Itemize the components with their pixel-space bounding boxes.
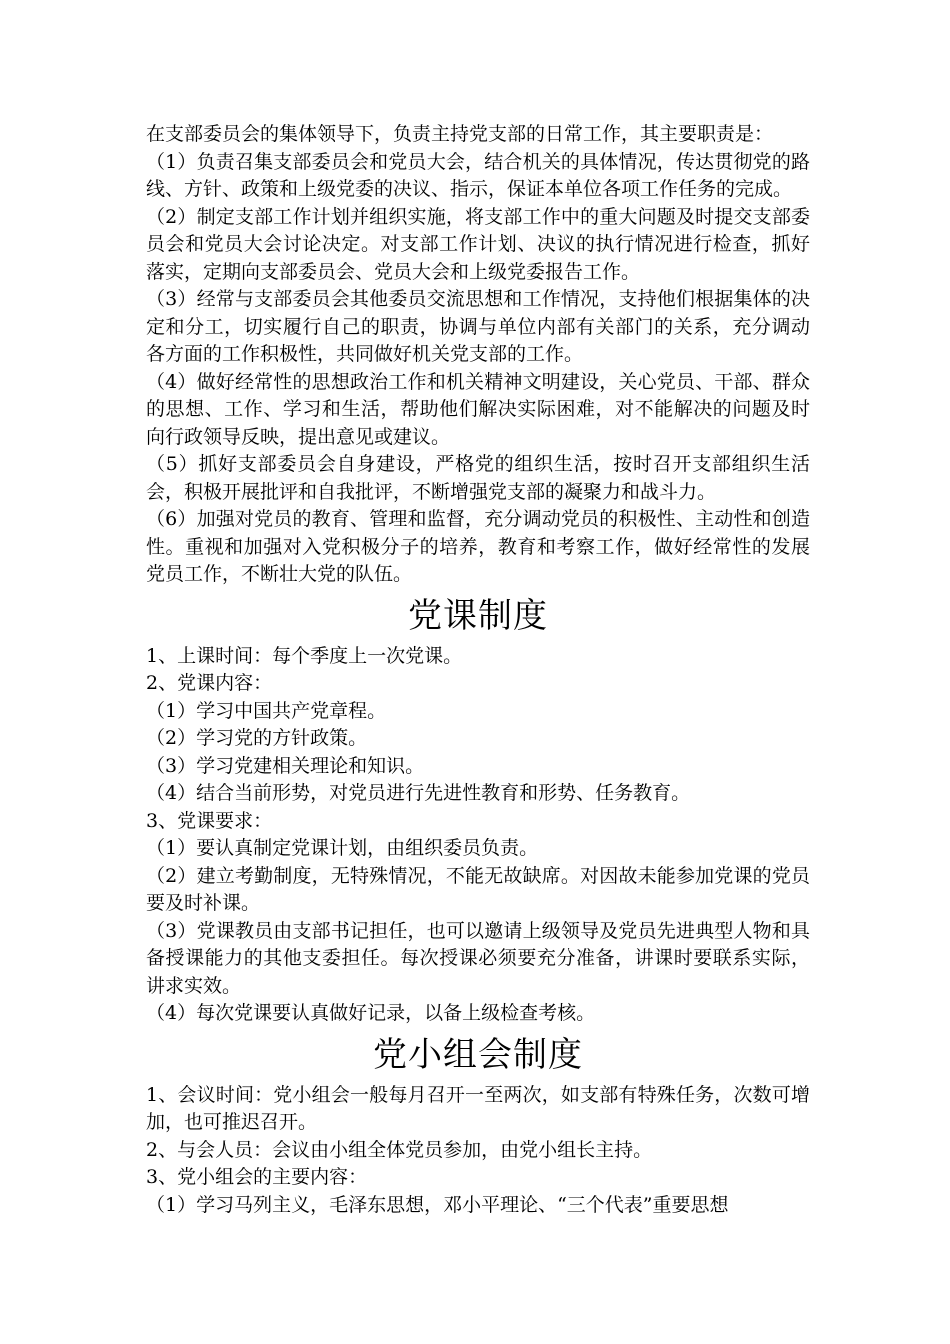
- paragraph: （1）要认真制定党课计划，由组织委员负责。: [146, 837, 539, 859]
- paragraph: 2、与会人员：会议由小组全体党员参加，由党小组长主持。: [146, 1138, 653, 1161]
- paragraph: （1）负责召集支部委员会和党员大会，结合机关的具体情况，传达贯彻党的路线、方针、政策和上级党委的决议、指示，保证本单位各项工作任务的完成。: [146, 150, 810, 200]
- paragraph: 1、上课时间：每个季度上一次党课。: [146, 644, 463, 667]
- section-secretary-duties: [146, 121, 810, 589]
- paragraph: （3）党课教员由支部书记担任，也可以邀请上级领导及党员先进典型人物和具备授课能力的其他支委担任。每次授课必须要充分准备，讲课时要联系实际，讲求实效。: [146, 919, 810, 997]
- paragraph: （3）经常与支部委员会其他委员交流思想和工作情况，支持他们根据集体的决定和分工，切实履行自己的职责，协调与单位内部有关部门的关系，充分调动各方面的工作积极性，共同做好机关党支部的工作。: [146, 288, 810, 365]
- section-party-group-meeting: [146, 1082, 810, 1220]
- paragraph: 3、党小组会的主要内容：: [146, 1166, 368, 1188]
- paragraph: （3）学习党建相关理论和知识。: [146, 754, 425, 777]
- paragraph: （4）每次党课要认真做好记录，以备上级检查考核。: [146, 1002, 596, 1024]
- paragraph: 2、党课内容：: [146, 672, 273, 694]
- section-heading-party-group-meeting: 党小组会制度: [373, 1034, 583, 1075]
- paragraph: （2）建立考勤制度，无特殊情况，不能无故缺席。对因故未能参加党课的党员要及时补课。: [146, 864, 810, 914]
- section-party-lecture: [146, 643, 810, 1028]
- paragraph: （1）学习马列主义，毛泽东思想，邓小平理论、“三个代表”重要思想: [146, 1193, 729, 1216]
- paragraph: （2）学习党的方针政策。: [146, 727, 368, 749]
- paragraph: （2）制定支部工作计划并组织实施，将支部工作中的重大问题及时提交支部委员会和党员大会讨论决定。对支部工作计划、决议的执行情况进行检查，抓好落实，定期向支部委员会、党员大会和上级党委报告工作。: [146, 205, 810, 283]
- paragraph: （4）做好经常性的思想政治工作和机关精神文明建设，关心党员、干部、群众的思想、工作、学习和生活，帮助他们解决实际困难，对不能解决的问题及时向行政领导反映，提出意见或建议。: [146, 370, 810, 448]
- paragraph: （6）加强对党员的教育、管理和监督，充分调动党员的积极性、主动性和创造性。重视和加强对入党积极分子的培养，教育和考察工作，做好经常性的发展党员工作，不断壮大党的队伍。: [146, 508, 810, 585]
- paragraph: 3、党课要求：: [146, 809, 273, 832]
- paragraph: （5）抓好支部委员会自身建设，严格党的组织生活，按时召开支部组织生活会，积极开展批评和自我批评，不断增强党支部的凝聚力和战斗力。: [146, 453, 810, 503]
- section-heading-party-lecture: 党课制度: [408, 595, 548, 636]
- document-page: [146, 121, 810, 1219]
- paragraph: （4）结合当前形势，对党员进行先进性教育和形势、任务教育。: [146, 782, 691, 804]
- paragraph: （1）学习中国共产党章程。: [146, 699, 387, 722]
- paragraph: 1、会议时间：党小组会一般每月召开一至两次，如支部有特殊任务，次数可增加，也可推迟召开。: [146, 1083, 810, 1133]
- paragraph: 在支部委员会的集体领导下，负责主持党支部的日常工作，其主要职责是：: [146, 123, 774, 145]
